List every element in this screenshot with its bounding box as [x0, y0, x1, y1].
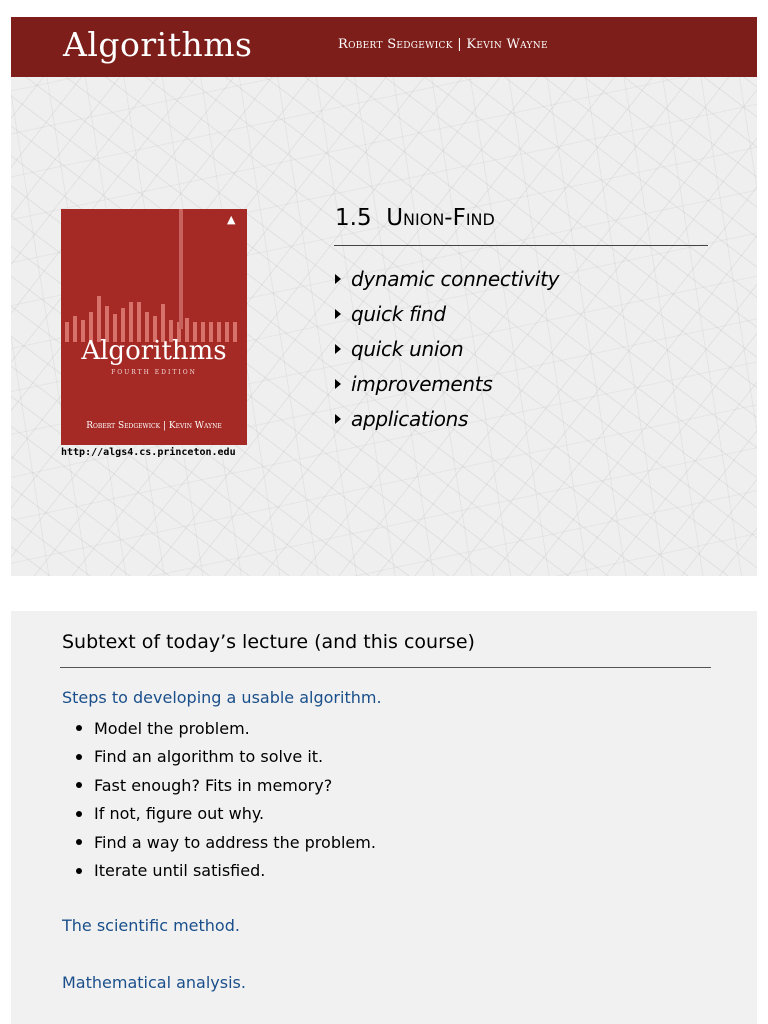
header-bar	[11, 17, 757, 77]
header-title: Algorithms	[63, 25, 253, 64]
bullet-dot-icon	[76, 725, 82, 731]
bullet-dot-icon	[76, 811, 82, 817]
section-divider	[334, 245, 708, 246]
triangle-bullet-icon	[335, 274, 341, 284]
topic-item	[335, 296, 559, 331]
step-label: Model the problem.	[94, 718, 250, 738]
step-item	[76, 857, 376, 886]
slide-title: Subtext of today’s lecture (and this course)	[62, 631, 475, 653]
scientific-method: The scientific method.	[62, 916, 240, 935]
header-authors: Robert Sedgewick | Kevin Wayne	[338, 37, 548, 52]
title-divider	[60, 667, 711, 668]
cover-edition: FOURTH EDITION	[111, 369, 197, 376]
triangle-bullet-icon	[335, 344, 341, 354]
triangle-bullet-icon	[335, 379, 341, 389]
step-label: Find an algorithm to solve it.	[94, 747, 324, 767]
topic-list	[335, 261, 559, 436]
topic-label: dynamic connectivity	[351, 266, 560, 291]
bullet-dot-icon	[76, 868, 82, 874]
triangle-bullet-icon	[335, 414, 341, 424]
step-item	[76, 800, 376, 829]
step-item	[76, 771, 376, 800]
bullet-dot-icon	[76, 839, 82, 845]
step-item	[76, 743, 376, 772]
subtext-slide	[11, 611, 757, 1024]
publisher-logo-icon: ▲	[227, 213, 236, 226]
topic-label: quick find	[351, 301, 446, 326]
cover-title: Algorithms	[81, 336, 227, 366]
step-item	[76, 714, 376, 743]
step-label: If not, figure out why.	[94, 804, 265, 824]
topic-item	[335, 261, 559, 296]
step-label: Fast enough? Fits in memory?	[94, 775, 333, 795]
book-cover	[61, 209, 247, 445]
section-name: Union-Find	[386, 205, 495, 231]
topic-item	[335, 331, 559, 366]
topic-item	[335, 366, 559, 401]
book-url: http://algs4.cs.princeton.edu	[61, 447, 236, 458]
cover-authors: Robert Sedgewick | Kevin Wayne	[86, 421, 222, 431]
title-slide	[11, 17, 757, 576]
step-item	[76, 828, 376, 857]
topic-item	[335, 401, 559, 436]
step-label: Find a way to address the problem.	[94, 832, 376, 852]
mathematical-analysis: Mathematical analysis.	[62, 973, 246, 992]
section-title	[335, 205, 495, 231]
step-label: Iterate until satisfied.	[94, 861, 266, 881]
steps-list	[76, 714, 376, 885]
topic-label: quick union	[351, 336, 464, 361]
topic-label: applications	[351, 406, 469, 431]
cover-stripe	[179, 209, 183, 329]
cover-bar-graphic	[61, 209, 247, 349]
triangle-bullet-icon	[335, 309, 341, 319]
bullet-dot-icon	[76, 754, 82, 760]
topic-label: improvements	[351, 371, 493, 396]
section-number: 1.5	[335, 205, 372, 231]
bullet-dot-icon	[76, 782, 82, 788]
steps-heading: Steps to developing a usable algorithm.	[62, 688, 382, 707]
